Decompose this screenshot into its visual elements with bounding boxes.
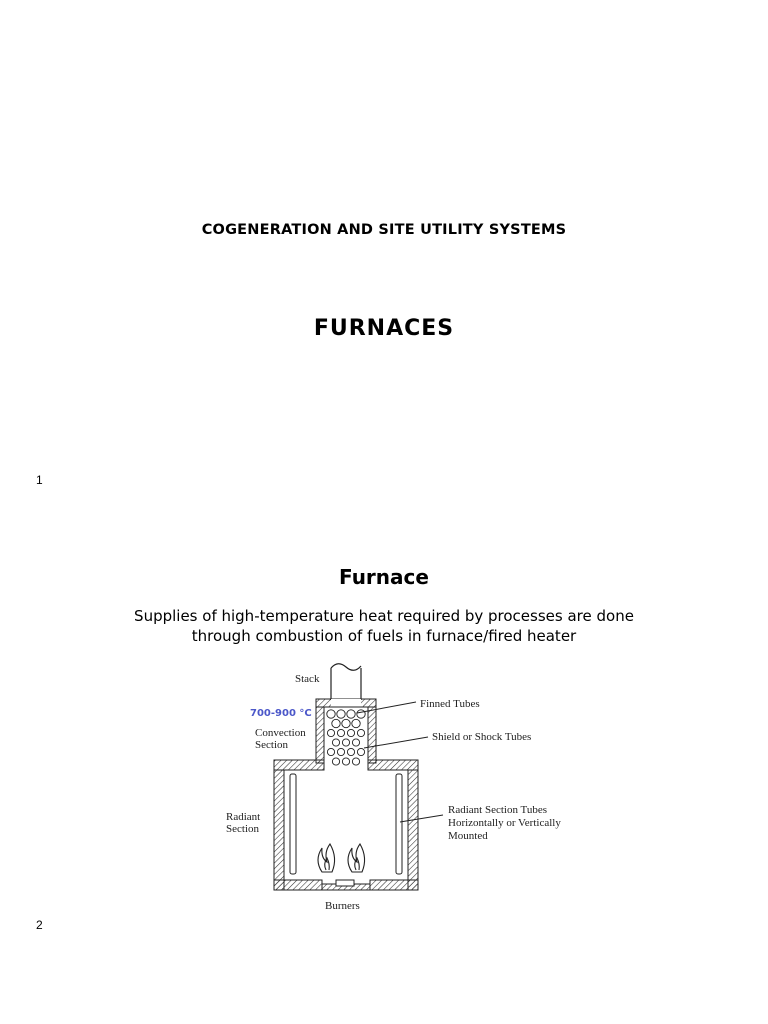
label-radiant-tubes-2: Horizontally or Vertically [448,817,561,829]
convection-tube [337,748,344,755]
convection-tube [327,729,334,736]
convection-tube [337,710,345,718]
label-radiant-tubes-1: Radiant Section Tubes [448,804,548,816]
convection-tube [342,758,349,765]
label-temperature: 700-900 °C [250,708,312,719]
convection-tube [337,729,344,736]
radiant-tube-left [290,774,296,874]
page-title-furnaces: FURNACES [313,316,455,341]
page-number-2: 2 [36,918,43,932]
burner-flame-left [318,844,335,872]
label-stack: Stack [295,673,320,685]
furnace-diagram [0,655,768,915]
stack-pipe [331,664,361,700]
convection-tube [332,719,340,727]
convection-tube [352,739,359,746]
convection-tube [347,748,354,755]
convection-tube [357,729,364,736]
convection-tube [357,748,364,755]
convection-tube [347,729,354,736]
course-title: COGENERATION AND SITE UTILITY SYSTEMS [201,222,567,238]
convection-section-walls [316,699,376,763]
label-burners: Burners [325,900,360,912]
label-finned-tubes: Finned Tubes [420,698,480,710]
convection-tube [342,739,349,746]
label-convection-1: Convection [255,727,306,739]
radiant-tube-right [396,774,402,874]
convection-tube [352,719,360,727]
convection-tube-bank [327,710,365,765]
lead-line-2: through combustion of fuels in furnace/fired heater [191,627,577,645]
convection-tube [352,758,359,765]
burner-flame-right [348,844,365,872]
label-radiant-tubes-3: Mounted [448,830,488,842]
label-shield-tubes: Shield or Shock Tubes [432,731,532,743]
page-number-1: 1 [36,473,43,487]
label-radiant-2: Section [226,823,259,835]
lead-paragraph [84,606,684,646]
convection-tube [332,758,339,765]
label-radiant-1: Radiant [226,811,261,823]
convection-tube [347,710,355,718]
convection-tube [332,739,339,746]
label-convection-2: Section [255,739,288,751]
convection-tube [327,710,335,718]
slide-heading-furnace: Furnace [339,565,429,589]
convection-tube [327,748,334,755]
convection-tube [342,719,350,727]
convection-tube [357,710,365,718]
lead-line-1: Supplies of high-temperature heat required by processes are done [134,607,634,625]
